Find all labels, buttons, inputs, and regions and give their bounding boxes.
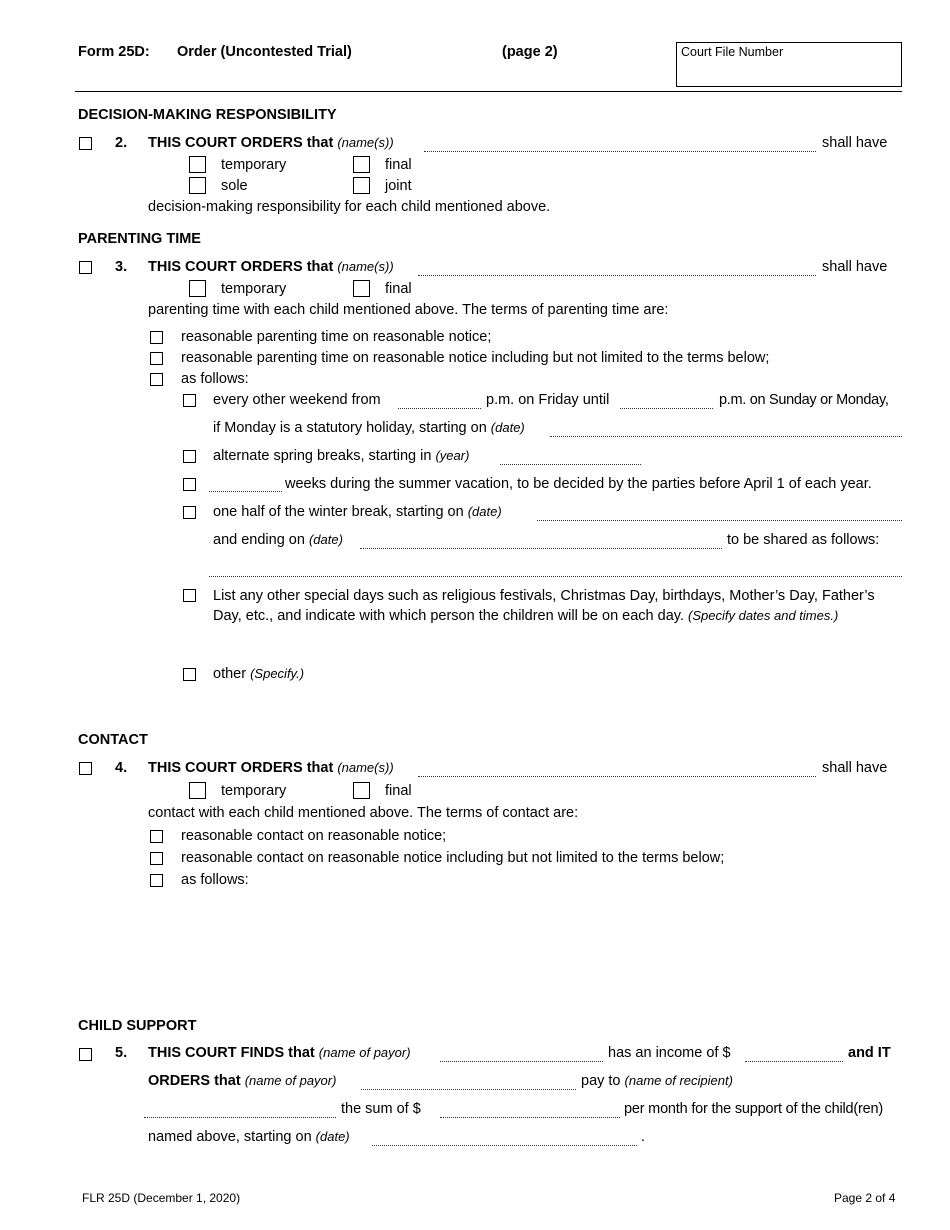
footer-page-number: Page 2 of 4 xyxy=(834,1191,896,1205)
item-number: 2. xyxy=(115,135,128,151)
date-hint: (date) xyxy=(315,1129,350,1144)
item-number: 4. xyxy=(115,760,128,776)
other-hint: (Specify.) xyxy=(250,666,305,681)
summer-checkbox[interactable] xyxy=(183,478,196,491)
special-text: List any other special days such as religious festivals, Christmas Day, birthdays, Mother’s Day, Father’s Day, etc., and indicate with which person the children will be on each day. xyxy=(213,588,875,624)
contact-orders-line xyxy=(148,760,394,776)
orders-text: THIS COURT ORDERS that xyxy=(148,135,334,151)
ending-text: and ending on xyxy=(213,532,305,548)
year-hint: (year) xyxy=(435,448,470,463)
form-title: Order (Uncontested Trial) xyxy=(177,44,352,60)
payor-name-field[interactable] xyxy=(440,1061,603,1062)
page-label: (page 2) xyxy=(502,44,558,60)
parenting-orders-line xyxy=(148,259,394,275)
support-start-date-field[interactable] xyxy=(372,1145,637,1146)
shall-have-text: shall have xyxy=(822,259,888,275)
sole-label: sole xyxy=(221,178,248,194)
parenting-opt2-label: reasonable parenting time on reasonable notice including but not limited to the terms below; xyxy=(181,350,770,366)
parenting-opt3-label: as follows: xyxy=(181,371,249,387)
shared-text: to be shared as follows: xyxy=(727,532,880,548)
weekend-text-c: p.m. on Sunday or Monday, xyxy=(719,392,889,408)
contact-final-checkbox[interactable] xyxy=(353,782,370,799)
winter-break-checkbox[interactable] xyxy=(183,506,196,519)
decision-sole-checkbox[interactable] xyxy=(189,177,206,194)
parenting-opt1-label: reasonable parenting time on reasonable notice; xyxy=(181,329,492,345)
date-hint: (date) xyxy=(467,504,502,519)
finds-text: THIS COURT FINDS that xyxy=(148,1045,315,1061)
contact-order-checkbox[interactable] xyxy=(79,762,92,775)
section-heading-contact: CONTACT xyxy=(78,732,148,748)
special-days-checkbox[interactable] xyxy=(183,589,196,602)
orders-text: THIS COURT ORDERS that xyxy=(148,259,334,275)
parenting-temporary-checkbox[interactable] xyxy=(189,280,206,297)
names-hint: (name(s)) xyxy=(337,135,394,150)
form-number: Form 25D: xyxy=(78,44,150,60)
spring-text: alternate spring breaks, starting in xyxy=(213,448,432,464)
final-label: final xyxy=(385,157,412,173)
weekend-end-time-field[interactable] xyxy=(620,408,713,409)
orders-text: THIS COURT ORDERS that xyxy=(148,760,334,776)
temporary-label: temporary xyxy=(221,783,287,799)
contact-opt1-label: reasonable contact on reasonable notice; xyxy=(181,828,447,844)
decision-orders-line xyxy=(148,135,394,151)
summer-weeks-field[interactable] xyxy=(209,491,282,492)
parenting-reasonable-checkbox[interactable] xyxy=(150,331,163,344)
winter-end-date-field[interactable] xyxy=(360,548,722,549)
support-finds-line xyxy=(148,1045,411,1061)
footer-form-id: FLR 25D (December 1, 2020) xyxy=(82,1191,241,1205)
period-text: . xyxy=(641,1129,646,1145)
contact-reasonable-terms-checkbox[interactable] xyxy=(150,852,163,865)
parenting-final-checkbox[interactable] xyxy=(353,280,370,297)
orders-that-text: ORDERS that xyxy=(148,1073,241,1089)
payor-hint: (name of payor) xyxy=(244,1073,337,1088)
parenting-names-field[interactable] xyxy=(418,275,816,276)
decision-tail-text: decision-making responsibility for each child mentioned above. xyxy=(148,199,551,215)
section-heading-parenting: PARENTING TIME xyxy=(78,231,201,247)
shared-terms-field[interactable] xyxy=(209,576,902,577)
decision-final-checkbox[interactable] xyxy=(353,156,370,173)
contact-terms-text: contact with each child mentioned above. The terms of contact are: xyxy=(148,805,579,821)
date-hint: (date) xyxy=(490,420,525,435)
parenting-terms-text: parenting time with each child mentioned above. The terms of parenting time are: xyxy=(148,302,669,318)
income-text: has an income of $ xyxy=(608,1045,731,1061)
final-label: final xyxy=(385,783,412,799)
named-above-text: named above, starting on xyxy=(148,1129,312,1145)
parenting-reasonable-terms-checkbox[interactable] xyxy=(150,352,163,365)
weekend-checkbox[interactable] xyxy=(183,394,196,407)
decision-names-field[interactable] xyxy=(424,151,816,152)
per-month-text: per month for the support of the child(ren) xyxy=(624,1101,883,1117)
recipient-name-field[interactable] xyxy=(144,1117,336,1118)
court-file-number-label: Court File Number xyxy=(681,45,784,59)
winter-text: one half of the winter break, starting on xyxy=(213,504,464,520)
payor-hint: (name of payor) xyxy=(318,1045,411,1060)
court-file-number-field[interactable] xyxy=(676,42,902,87)
joint-label: joint xyxy=(385,178,412,194)
temporary-label: temporary xyxy=(221,157,287,173)
decision-temporary-checkbox[interactable] xyxy=(189,156,206,173)
special-days-text xyxy=(213,587,903,626)
shall-have-text: shall have xyxy=(822,760,888,776)
parenting-order-checkbox[interactable] xyxy=(79,261,92,274)
weekend-text-b: p.m. on Friday until xyxy=(486,392,610,408)
support-orders-line xyxy=(148,1073,336,1089)
contact-temporary-checkbox[interactable] xyxy=(189,782,206,799)
ending-line xyxy=(213,532,343,548)
sum-of-text: the sum of $ xyxy=(341,1101,421,1117)
spring-year-field[interactable] xyxy=(500,464,641,465)
parenting-as-follows-checkbox[interactable] xyxy=(150,373,163,386)
winter-start-date-field[interactable] xyxy=(537,520,902,521)
section-heading-support: CHILD SUPPORT xyxy=(78,1018,197,1034)
monday-holiday-line xyxy=(213,420,525,436)
decision-order-checkbox[interactable] xyxy=(79,137,92,150)
contact-opt3-label: as follows: xyxy=(181,872,249,888)
payor-name-field-2[interactable] xyxy=(361,1089,576,1090)
names-hint: (name(s)) xyxy=(337,760,394,775)
monday-text: if Monday is a statutory holiday, starting on xyxy=(213,420,487,436)
pay-to-text: pay to xyxy=(581,1073,621,1089)
decision-joint-checkbox[interactable] xyxy=(353,177,370,194)
spring-break-checkbox[interactable] xyxy=(183,450,196,463)
support-order-checkbox[interactable] xyxy=(79,1048,92,1061)
pay-to-line xyxy=(581,1073,733,1089)
final-label: final xyxy=(385,281,412,297)
contact-as-follows-checkbox[interactable] xyxy=(150,874,163,887)
recipient-hint: (name of recipient) xyxy=(624,1073,733,1088)
named-above-line xyxy=(148,1129,350,1145)
names-hint: (name(s)) xyxy=(337,259,394,274)
income-amount-field[interactable] xyxy=(745,1061,843,1062)
shall-have-text: shall have xyxy=(822,135,888,151)
date-hint: (date) xyxy=(308,532,343,547)
contact-reasonable-checkbox[interactable] xyxy=(150,830,163,843)
weekend-friday-time-field[interactable] xyxy=(398,408,481,409)
monthly-amount-field[interactable] xyxy=(440,1117,620,1118)
temporary-label: temporary xyxy=(221,281,287,297)
item-number: 5. xyxy=(115,1045,128,1061)
winter-line xyxy=(213,504,502,520)
item-number: 3. xyxy=(115,259,128,275)
contact-opt2-label: reasonable contact on reasonable notice including but not limited to the terms below; xyxy=(181,850,725,866)
special-hint: (Specify dates and times.) xyxy=(688,608,839,623)
section-heading-decision: DECISION-MAKING RESPONSIBILITY xyxy=(78,107,337,123)
monday-start-date-field[interactable] xyxy=(550,436,902,437)
weekend-text-a: every other weekend from xyxy=(213,392,381,408)
header-rule xyxy=(75,91,902,92)
spring-break-line xyxy=(213,448,469,464)
other-text: other xyxy=(213,666,247,682)
other-line xyxy=(213,666,304,682)
other-checkbox[interactable] xyxy=(183,668,196,681)
summer-text: weeks during the summer vacation, to be decided by the parties before April 1 of each year. xyxy=(285,476,872,492)
and-it-text: and IT xyxy=(848,1045,891,1061)
contact-names-field[interactable] xyxy=(418,776,816,777)
